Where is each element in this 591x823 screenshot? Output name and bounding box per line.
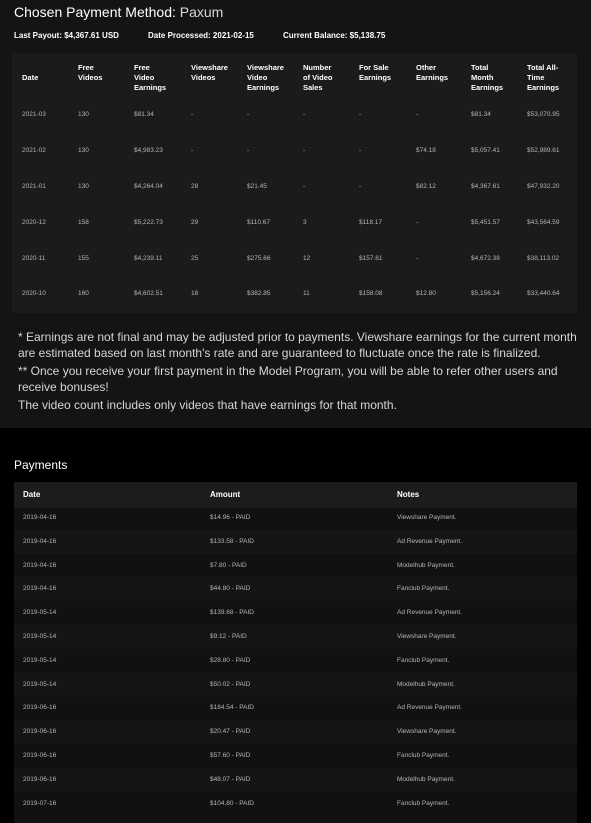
earnings-cell: 29 bbox=[191, 219, 199, 226]
earnings-cell: 28 bbox=[191, 183, 199, 190]
payment-cell: $44.80 - PAID bbox=[210, 585, 251, 593]
earnings-col-header: Free Videos bbox=[78, 63, 103, 82]
earnings-cell: $81.34 bbox=[471, 111, 491, 118]
payment-row bbox=[14, 601, 577, 625]
earnings-cell: 130 bbox=[78, 183, 89, 190]
payment-cell: $184.54 - PAID bbox=[210, 704, 254, 712]
earnings-cell: $82.12 bbox=[416, 183, 436, 190]
payments-col-header: Date bbox=[23, 490, 41, 499]
payment-cell: 2019-04-16 bbox=[23, 537, 57, 545]
earnings-cell: - bbox=[359, 147, 362, 154]
earnings-cell: 2020-11 bbox=[22, 255, 46, 262]
payments-table bbox=[14, 482, 577, 823]
earnings-cell: $275.66 bbox=[247, 255, 271, 262]
payment-cell: Modelhub Payment. bbox=[397, 561, 455, 569]
earnings-cell: 11 bbox=[303, 290, 310, 297]
payment-cell: Fanclub Payment. bbox=[397, 799, 450, 807]
payment-cell: 2019-06-16 bbox=[23, 728, 57, 736]
payment-cell: 2019-04-16 bbox=[23, 585, 57, 593]
earnings-col-header: Number of Video Sales bbox=[303, 63, 333, 92]
payment-method-value: Paxum bbox=[179, 4, 224, 20]
earnings-cell: $4,239.11 bbox=[134, 255, 163, 262]
payment-cell: 2019-07-16 bbox=[23, 799, 57, 807]
earnings-cell: - bbox=[191, 111, 194, 118]
payment-row bbox=[14, 577, 577, 601]
payment-row bbox=[14, 720, 577, 744]
earnings-cell: 130 bbox=[78, 147, 89, 154]
earnings-cell: 12 bbox=[303, 255, 311, 262]
video-count-note: The video count includes only videos that have earnings for that month. bbox=[18, 398, 397, 412]
payments-col-header: Amount bbox=[210, 490, 241, 499]
earnings-cell: - bbox=[416, 111, 419, 118]
earnings-cell: - bbox=[303, 183, 306, 190]
earnings-col-header: Viewshare Videos bbox=[191, 63, 228, 82]
current-balance: Current Balance: $5,138.75 bbox=[283, 31, 386, 40]
payment-cell: $48.07 - PAID bbox=[210, 775, 251, 783]
earnings-cell: 18 bbox=[191, 290, 199, 297]
payment-cell: 2019-06-16 bbox=[23, 704, 57, 712]
payment-cell: Viewshare Payment. bbox=[397, 514, 457, 521]
earnings-cell: 2021-03 bbox=[22, 111, 46, 118]
earnings-col-header: Total All- Time Earnings bbox=[527, 63, 560, 92]
earnings-cell: $12.80 bbox=[416, 290, 436, 297]
earnings-col-header: Total Month Earnings bbox=[471, 63, 504, 92]
earnings-cell: $52,989.61 bbox=[527, 147, 560, 154]
earnings-cell: $47,932.20 bbox=[527, 183, 560, 190]
earnings-cell: 25 bbox=[191, 255, 199, 262]
payment-cell: 2019-05-14 bbox=[23, 680, 57, 688]
earnings-cell: $382.85 bbox=[247, 290, 271, 297]
earnings-cell: - bbox=[416, 219, 419, 226]
earnings-cell: 155 bbox=[78, 255, 89, 262]
earnings-cell: $74.18 bbox=[416, 147, 436, 154]
earnings-cell: $53,070.95 bbox=[527, 111, 560, 118]
earnings-cell: $33,440.64 bbox=[527, 290, 560, 297]
payment-cell: 2019-04-16 bbox=[23, 561, 57, 569]
payment-row bbox=[14, 792, 577, 816]
earnings-cell: $157.61 bbox=[359, 255, 383, 262]
payment-cell: 2019-05-14 bbox=[23, 609, 57, 617]
earnings-col-header: Free Video Earnings bbox=[134, 63, 167, 92]
payment-row bbox=[14, 673, 577, 697]
earnings-disclaimer-note: * Earnings are not final and may be adjusted prior to payments. Viewshare earnings for the current month are estimated based on last month's rate and are guaranteed to fluctuate once the rate is finalized. bbox=[18, 330, 577, 360]
earnings-cell: $158.08 bbox=[359, 290, 383, 297]
earnings-cell: - bbox=[247, 147, 250, 154]
payment-cell: Ad Revenue Payment. bbox=[397, 537, 463, 545]
payment-cell: 2019-04-16 bbox=[23, 514, 57, 521]
earnings-col-header: Viewshare Video Earnings bbox=[247, 63, 284, 92]
payment-row bbox=[14, 649, 577, 673]
payment-cell: $14.96 - PAID bbox=[210, 514, 251, 521]
earnings-cell: $118.17 bbox=[359, 219, 383, 226]
payment-row bbox=[14, 530, 577, 554]
payment-method-label: Chosen Payment Method: bbox=[14, 4, 176, 20]
payment-method-heading bbox=[14, 4, 223, 20]
earnings-cell: $21.45 bbox=[247, 183, 267, 190]
earnings-col-header: For Sale Earnings bbox=[359, 63, 392, 82]
payment-cell: $28.80 - PAID bbox=[210, 656, 251, 664]
earnings-cell: - bbox=[191, 147, 194, 154]
payment-cell: $20.47 - PAID bbox=[210, 728, 251, 736]
earnings-cell: 2020-12 bbox=[22, 219, 46, 226]
payment-row bbox=[14, 554, 577, 578]
earnings-cell: $5,156.24 bbox=[471, 290, 500, 297]
earnings-cell: $4,367.61 bbox=[471, 183, 500, 190]
payment-cell: $57.60 - PAID bbox=[210, 752, 251, 759]
earnings-cell: $4,602.51 bbox=[134, 290, 163, 297]
earnings-cell: 2020-10 bbox=[22, 290, 46, 297]
referral-note: ** Once you receive your first payment in the Model Program, you will be able to refer other users and receive bonuses! bbox=[18, 364, 558, 394]
earnings-cell: - bbox=[359, 183, 362, 190]
earnings-cell: $4,672.38 bbox=[471, 255, 500, 262]
earnings-cell: $110.67 bbox=[247, 219, 271, 226]
payment-row bbox=[14, 696, 577, 720]
payment-row bbox=[14, 744, 577, 768]
payment-cell: Fanclub Payment. bbox=[397, 656, 450, 664]
earnings-cell: 2021-01 bbox=[22, 183, 46, 190]
payment-cell: Ad Revenue Payment. bbox=[397, 704, 463, 712]
payment-cell: $104.80 - PAID bbox=[210, 799, 254, 807]
payment-row bbox=[14, 506, 577, 530]
earnings-cell: - bbox=[359, 111, 362, 118]
earnings-cell: - bbox=[303, 111, 306, 118]
earnings-cell: 3 bbox=[303, 219, 307, 226]
earnings-table bbox=[12, 53, 577, 313]
payment-cell: 2019-05-14 bbox=[23, 633, 57, 640]
payment-cell: $50.02 - PAID bbox=[210, 680, 251, 688]
earnings-cell: $5,057.41 bbox=[471, 147, 500, 154]
earnings-col-header: Date bbox=[22, 73, 39, 82]
earnings-cell: 130 bbox=[78, 111, 89, 118]
payment-cell: $139.68 - PAID bbox=[210, 609, 254, 617]
earnings-cell: 160 bbox=[78, 290, 89, 297]
payments-title: Payments bbox=[14, 458, 68, 472]
earnings-cell: - bbox=[247, 111, 250, 118]
earnings-cell: $5,222.73 bbox=[134, 219, 163, 226]
payment-cell: Modelhub Payment. bbox=[397, 680, 455, 688]
payment-cell: 2019-06-16 bbox=[23, 752, 57, 759]
earnings-cell: $5,451.57 bbox=[471, 219, 500, 226]
payments-col-header: Notes bbox=[397, 490, 420, 499]
payment-cell: $9.12 - PAID bbox=[210, 633, 247, 640]
payment-cell: 2019-06-16 bbox=[23, 775, 57, 783]
earnings-cell: - bbox=[303, 147, 306, 154]
last-payout: Last Payout: $4,367.61 USD bbox=[14, 31, 119, 40]
earnings-cell: $38,113.02 bbox=[527, 255, 560, 262]
payment-cell: Ad Revenue Payment. bbox=[397, 609, 463, 617]
payment-cell: Fanclub Payment. bbox=[397, 752, 450, 759]
payment-cell: Viewshare Payment. bbox=[397, 728, 457, 736]
payments-table-header bbox=[14, 482, 577, 508]
earnings-cell: - bbox=[416, 255, 419, 262]
earnings-cell: $4,983.23 bbox=[134, 147, 163, 154]
payment-cell: Viewshare Payment. bbox=[397, 633, 457, 640]
payment-row bbox=[14, 625, 577, 649]
payment-cell: $133.58 - PAID bbox=[210, 537, 254, 545]
payment-row bbox=[14, 768, 577, 792]
date-processed: Date Processed: 2021-02-15 bbox=[148, 31, 254, 40]
earnings-col-header: Other Earnings bbox=[416, 63, 449, 82]
payment-cell: Modelhub Payment. bbox=[397, 775, 455, 783]
earnings-cell: $81.34 bbox=[134, 111, 154, 118]
earnings-cell: 158 bbox=[78, 219, 89, 226]
earnings-cell: $43,564.59 bbox=[527, 219, 560, 226]
payment-cell: Fanclub Payment. bbox=[397, 585, 450, 593]
payment-cell: $7.80 - PAID bbox=[210, 561, 247, 569]
earnings-cell: 2021-02 bbox=[22, 147, 46, 154]
payment-cell: 2019-05-14 bbox=[23, 656, 57, 664]
earnings-cell: $4,264.04 bbox=[134, 183, 163, 190]
